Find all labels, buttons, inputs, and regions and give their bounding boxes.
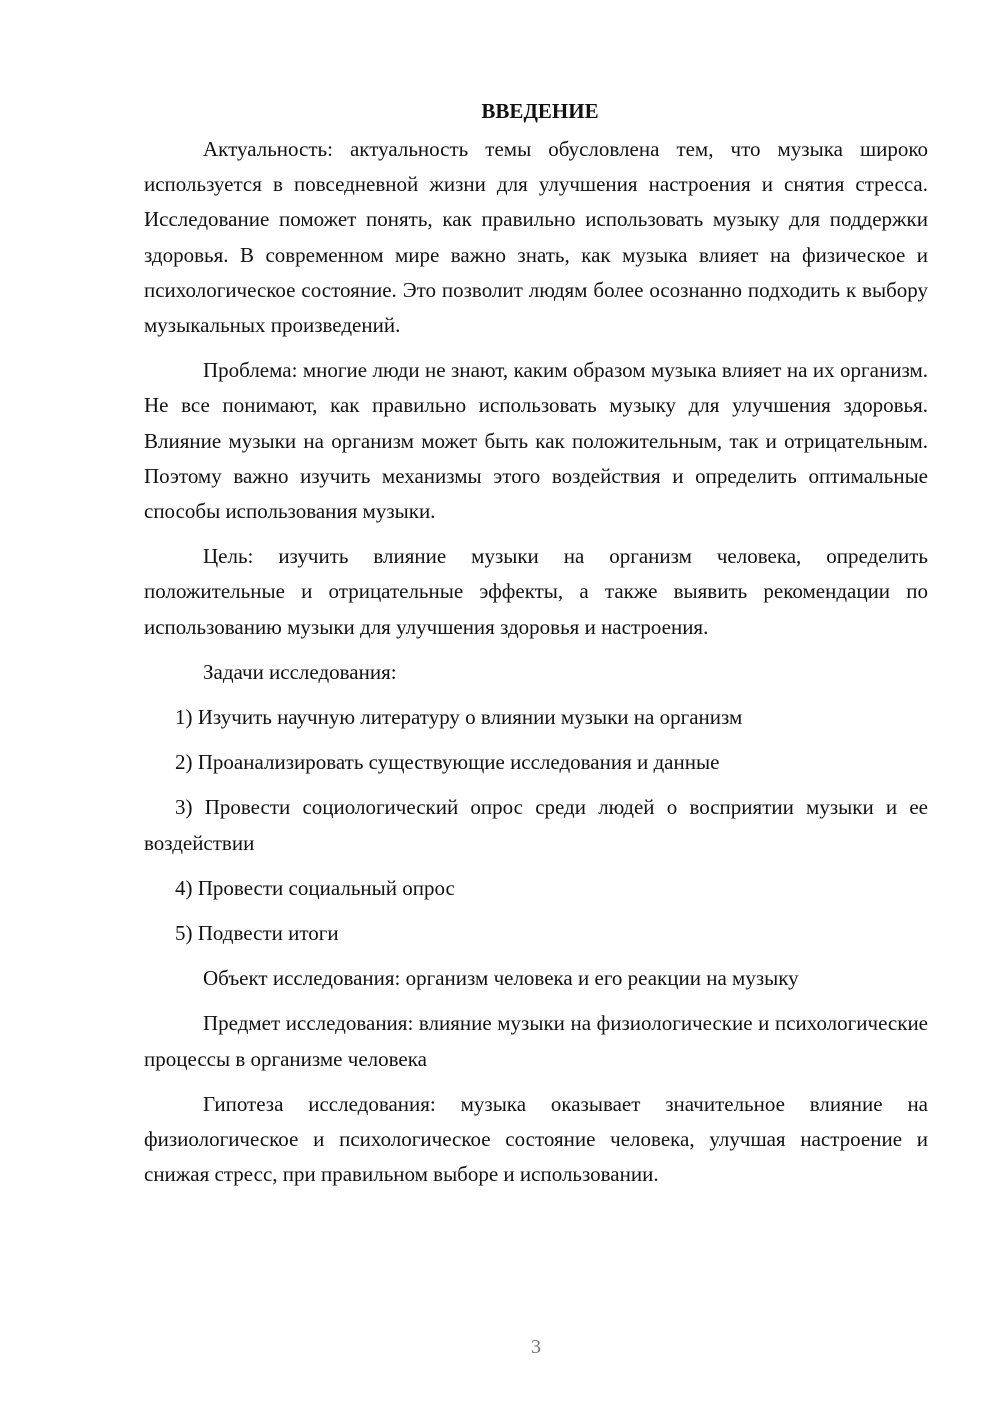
paragraph-hypothesis: Гипотеза исследования: музыка оказывает значительное влияние на физиологическое и психологическое состояние человека, улучшая настроение и снижая стресс, при правильном выборе и использовании. [144, 1091, 928, 1187]
task-item-3: 3) Провести социологический опрос среди людей о восприятии музыки и ее воздействии [144, 795, 928, 855]
task-item-5: 5) Подвести итоги [175, 921, 339, 946]
paragraph-subject: Предмет исследования: влияние музыки на физиологические и психологические процессы в организме человека [144, 1011, 928, 1071]
section-heading: ВВЕДЕНИЕ [481, 99, 599, 123]
task-item-2: 2) Проанализировать существующие исследования и данные [175, 750, 720, 775]
task-item-4: 4) Провести социальный опрос [175, 875, 455, 900]
paragraph-relevance: Актуальность: актуальность темы обусловлена тем, что музыка широко используется в повседневной жизни для улучшения настроения и снятия стресса. Исследование поможет понять, как правильно использовать музыку для поддержки здоровья. В современном мире важно знать, как музыка влияет на физическое и психологическое состояние. Это позволит людям более осознанно подходить к выбору музыкальных произведений. [144, 137, 928, 338]
paragraph-object: Объект исследования: организм человека и его реакции на музыку [203, 966, 799, 991]
paragraph-problem: Проблема: многие люди не знают, каким образом музыка влияет на их организм. Не все понимают, как правильно использовать музыку для улучшения здоровья. Влияние музыки на организм может быть как положительным, так и отрицательным. Поэтому важно изучить механизмы этого воздействия и определить оптимальные способы использования музыки. [144, 358, 928, 524]
task-item-1: 1) Изучить научную литературу о влиянии музыки на организм [175, 705, 743, 730]
paragraph-goal: Цель: изучить влияние музыки на организм человека, определить положительные и отрицательные эффекты, а также выявить рекомендации по использованию музыки для улучшения здоровья и настроения. [144, 544, 928, 639]
paragraph-tasks-title: Задачи исследования: [203, 659, 397, 684]
task-list [144, 700, 928, 951]
document-page [144, 96, 928, 1202]
page-number: 3 [531, 1336, 541, 1358]
